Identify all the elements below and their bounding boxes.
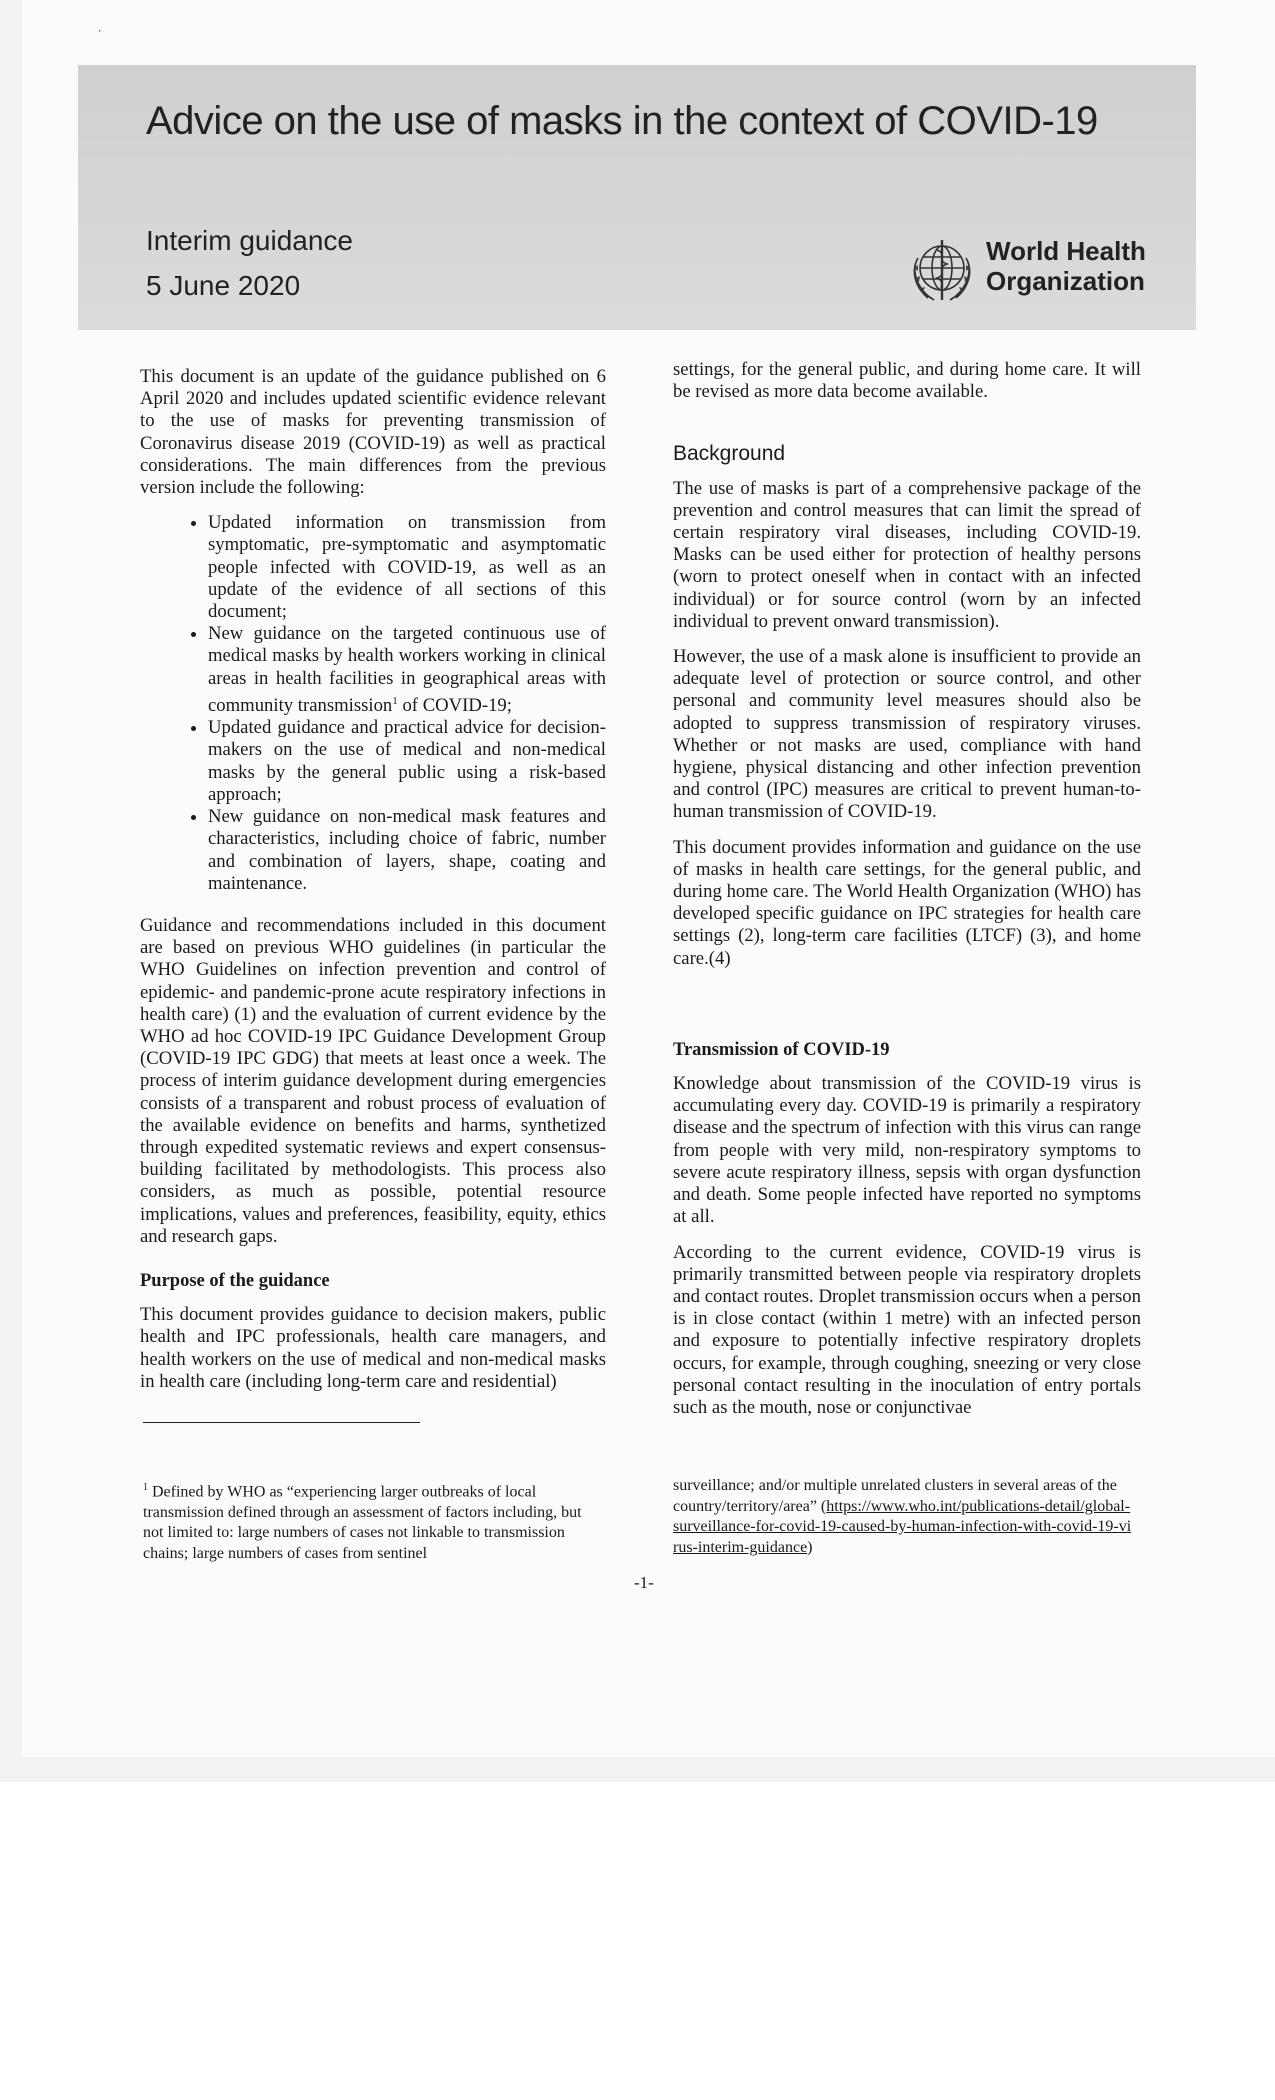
footnote-left	[143, 1478, 603, 1564]
who-emblem-icon	[904, 232, 980, 308]
page-number: -1-	[634, 1573, 654, 1592]
transmission-paragraph-1: Knowledge about transmission of the COVID-19 virus is accumulating every day. COVID-19 is primarily a respiratory disease and the spectrum of infection with this virus can range from people with very mild, non-respiratory symptoms to severe acute respiratory illness, sepsis with organ dysfunction and death. Some people infected have reported no symptoms at all.	[673, 1073, 1141, 1228]
left-column	[140, 366, 606, 1406]
transmission-paragraph-2: According to the current evidence, COVID-19 virus is primarily transmitted between people via respiratory droplets and contact routes. Droplet transmission occurs when a person is in close contact (within 1 metre) with an infected person and exposure to potentially infective respiratory droplets occurs, for example, through coughing, sneezing or very close personal contact resulting in the inoculation of entry portals such as the mouth, nose or conjunctivae	[673, 1241, 1141, 1418]
surveillance-guidance-link[interactable]: https://www.who.int/publications-detail/global-surveillance-for-covid-19-caused-by-human-infection-with-covid-19-virus-interim-guidance	[673, 1497, 1132, 1556]
transmission-heading: Transmission of COVID-19	[673, 1039, 890, 1060]
who-name-line2: Organization	[986, 266, 1145, 296]
purpose-paragraph: This document provides guidance to decision makers, public health and IPC professionals, health care managers, and health workers on the use of medical and non-medical masks in health care (including long-term care and residential)	[140, 1304, 606, 1392]
footnote-right	[673, 1476, 1133, 1558]
who-logo	[904, 230, 1204, 310]
background-paragraph-1: The use of masks is part of a comprehensive package of the prevention and control measures that can limit the spread of certain respiratory viral diseases, including COVID-19. Masks can be used either for protection of healthy persons (worn to protect oneself when in contact with an infected individual) or for source control (worn by an infected individual to prevent onward transmission).	[673, 477, 1141, 632]
continuation-paragraph: settings, for the general public, and during home care. It will be revised as more data become available.	[673, 359, 1141, 403]
list-item-tail: of COVID-19;	[397, 695, 512, 717]
who-name	[986, 236, 1146, 296]
guidance-paragraph: Guidance and recommendations included in this document are based on previous WHO guidelines (in particular the WHO Guidelines on infection prevention and control of epidemic- and pandemic-prone acute respiratory infections in health care) (1) and the evaluation of current evidence by the WHO ad hoc COVID-19 IPC Guidance Development Group (COVID-19 IPC GDG) that meets at least once a week. The process of interim guidance development during emergencies consists of a transparent and robust process of evaluation of the available evidence on benefits and harms, synthetized through expedited systematic reviews and expert consensus-building facilitated by methodologists. This process also considers, as much as possible, potential resource implications, values and preferences, feasibility, equity, ethics and research gaps.	[140, 914, 606, 1247]
footnote-text: Defined by WHO as “experiencing larger outbreaks of local transmission defined through an assessment of factors including, but not limited to: large numbers of cases not linkable to transmission chains; large numbers of cases from sentinel	[143, 1483, 582, 1562]
background-paragraph-3: This document provides information and guidance on the use of masks in health care settings, for the general public, and during home care. The World Health Organization (WHO) has developed specific guidance on IPC strategies for health care settings (2), long-term care facilities (LTCF) (3), and home care.(4)	[673, 836, 1141, 969]
background-paragraph-2: However, the use of a mask alone is insufficient to provide an adequate level of protection or source control, and other personal and community level measures should also be adopted to suppress transmission of respiratory viruses. Whether or not masks are used, compliance with hand hygiene, physical distancing and other infection prevention and control (IPC) measures are critical to prevent human-to-human transmission of COVID-19.	[673, 646, 1141, 823]
footnote-ref: 1	[392, 694, 398, 707]
spacer	[673, 983, 1141, 1017]
footnote-divider	[143, 1422, 420, 1423]
document-title: Advice on the use of masks in the context of COVID-19	[146, 99, 1098, 143]
changes-list	[140, 512, 606, 895]
right-column	[673, 359, 1141, 1432]
footnote-close-paren: )	[807, 1538, 813, 1556]
document-subtitle: Interim guidance	[146, 225, 354, 256]
scan-speck: ⸱	[98, 24, 102, 38]
footnote-marker: 1	[143, 1482, 148, 1493]
list-item	[208, 623, 606, 717]
footnote-text-continued: surveillance; and/or multiple unrelated clusters in several areas of the country/territory/area” (	[673, 1477, 1117, 1515]
purpose-heading: Purpose of the guidance	[140, 1270, 330, 1291]
document-date: 5 June 2020	[146, 270, 301, 301]
list-item: • New guidance on non-medical mask features and characteristics, including choice of fabric, number and combination of layers, shape, coating and maintenance.	[208, 806, 606, 895]
list-item: • Updated information on transmission from symptomatic, pre-symptomatic and asymptomatic people infected with COVID-19, as well as an update of the evidence of all sections of this document;	[208, 512, 606, 623]
who-name-line1: World Health	[986, 236, 1146, 266]
list-item-text: New guidance on the targeted continuous use of medical masks by health workers working in clinical areas in health facilities in geographical areas with community transmission	[208, 623, 606, 717]
list-item: • Updated guidance and practical advice for decision-makers on the use of medical and non-medical masks by the general public using a risk-based approach;	[208, 717, 606, 806]
header-banner	[78, 65, 1196, 330]
intro-paragraph: This document is an update of the guidance published on 6 April 2020 and includes updated scientific evidence relevant to the use of masks for preventing transmission of Coronavirus disease 2019 (COVID-19) as well as practical considerations. The main differences from the previous version include the following:	[140, 366, 606, 499]
background-heading: Background	[673, 442, 786, 466]
